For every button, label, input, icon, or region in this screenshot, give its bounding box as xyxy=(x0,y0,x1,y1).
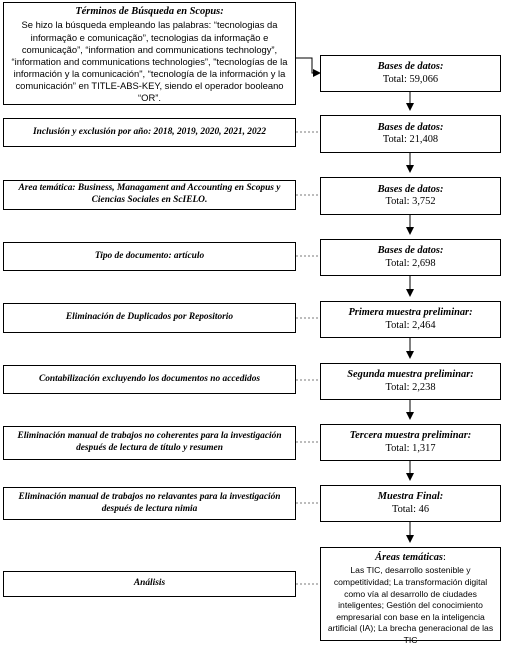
thematic-areas-list: Las TIC, desarrollo sostenible y competitividad; La transformación digital como vía al desarrollo de ciudades inteligentes; Gestión del conocimiento empresarial con base en la inteligencia artificial (IA); La brecha generacional de las TIC xyxy=(327,565,494,646)
stage-total: Total: 2,698 xyxy=(385,257,436,269)
criterion-year-filter-box xyxy=(3,118,296,147)
stage-total: Total: 3,752 xyxy=(385,196,436,207)
search-to-initial-connector xyxy=(296,58,320,73)
year-filter-result-box xyxy=(320,115,501,153)
stage-title: Muestra Final: xyxy=(377,491,444,503)
stage-title: Bases de datos: xyxy=(377,121,444,133)
stage-title: Bases de datos: xyxy=(377,183,444,195)
criterion-duplicates-box xyxy=(3,303,296,333)
dashed-criterion-links xyxy=(296,132,319,584)
initial-databases-box xyxy=(320,55,501,92)
criterion-text: Eliminación manual de trabajos no coherentes para la investigación después de lectura de título y resumen xyxy=(17,431,282,453)
thematic-areas-box xyxy=(320,547,501,646)
analysis-box xyxy=(3,571,296,597)
second-sample-result-box xyxy=(320,363,501,400)
stage-title: Tercera muestra preliminar: xyxy=(349,430,472,442)
criterion-text: Contabilización excluyendo los documentos no accedidos xyxy=(38,373,261,384)
stage-total: Total: 21,408 xyxy=(382,134,439,145)
stage-total: Total: 46 xyxy=(391,503,430,515)
stage-total: Total: 1,317 xyxy=(385,442,436,454)
criterion-document-type-box xyxy=(3,242,296,271)
criterion-text: Inclusión y exclusión por año: 2018, 2019, 2020, 2021, 2022 xyxy=(32,126,267,137)
thematic-areas-heading: Áreas temáticas xyxy=(375,552,443,563)
criterion-text: Tipo de documento: artículo xyxy=(94,250,205,261)
stage-total: Total: 2,238 xyxy=(385,381,436,393)
subject-area-result-box xyxy=(320,177,501,215)
heading-colon: : xyxy=(442,552,446,563)
search-terms-heading: Términos de Búsqueda en Scopus: xyxy=(75,6,224,17)
criterion-full-reading-box xyxy=(3,487,296,520)
document-type-result-box xyxy=(320,239,501,276)
criterion-text: Eliminación manual de trabajos no relavantes para la investigación después de lectura nimia xyxy=(18,491,281,514)
stage-title: Primera muestra preliminar: xyxy=(348,307,473,319)
criterion-subject-area-box xyxy=(3,180,296,210)
criterion-access-box xyxy=(3,365,296,394)
final-sample-result-box xyxy=(320,485,501,522)
criterion-text: Eliminación de Duplicados por Repositorio xyxy=(65,312,234,323)
criterion-text: Area temática: Business, Managament and Accounting en Scopus y Ciencias Sociales en ScIELO. xyxy=(18,183,281,205)
search-terms-description: Se hizo la búsqueda empleando las palabras: “tecnologias da informação e comunicação”, tecnologias da informação e comunicação”, “information and communications technology”, “information and communications technologies”, "tecnologías de la información y la comunicación", “tecnología de la información y la comunicación” en TITLE-ABS-KEY, siendo el operador booleano “OR”. xyxy=(11,19,288,103)
search-terms-box xyxy=(3,2,296,105)
stage-total: Total: 59,066 xyxy=(382,73,439,85)
criterion-title-abstract-box xyxy=(3,426,296,460)
stage-title: Segunda muestra preliminar: xyxy=(347,369,474,381)
third-sample-result-box xyxy=(320,424,501,461)
stage-title: Bases de datos: xyxy=(377,245,444,257)
first-sample-result-box xyxy=(320,301,501,338)
stage-total: Total: 2,464 xyxy=(385,319,436,331)
analysis-label: Análisis xyxy=(133,578,166,589)
stage-title: Bases de datos: xyxy=(377,61,444,73)
